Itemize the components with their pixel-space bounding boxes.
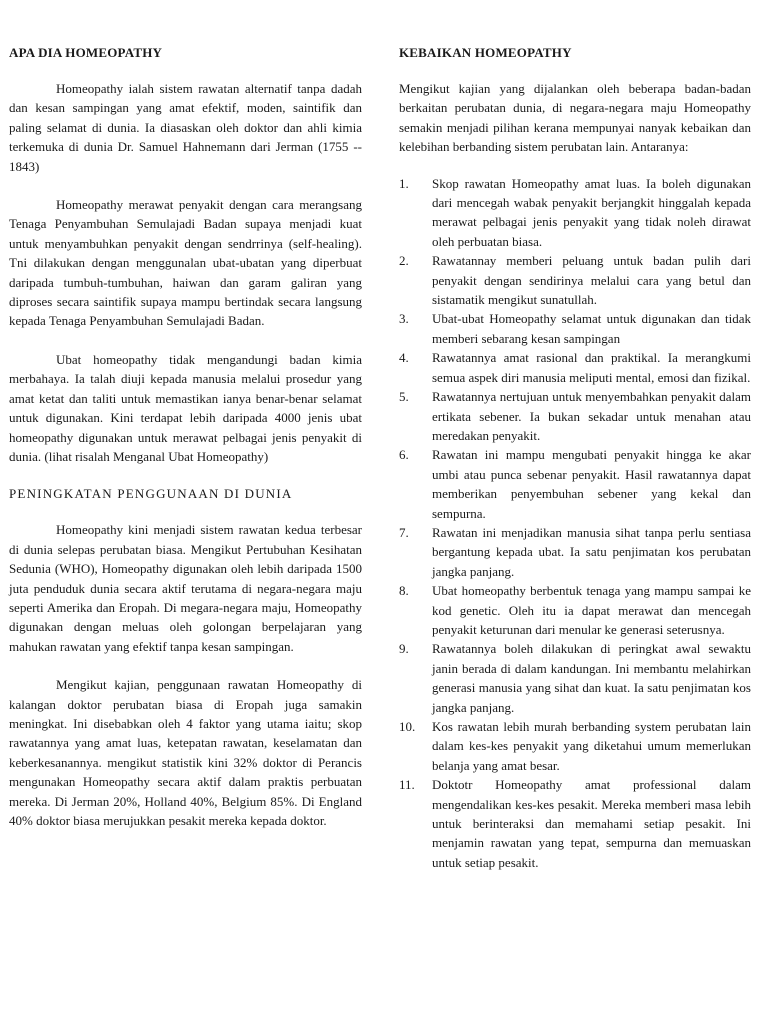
right-column <box>399 44 751 872</box>
list-item-number: 6. <box>399 447 409 463</box>
paragraph-doctor-statistics: Mengikut kajian, penggunaan rawatan Homeopathy di kalangan doktor perubatan biasa di Eropah juga samakin meningkat. Ini disebabkan oleh 4 faktor yang utama iaitu; skop rawatannya yang amat luas, ketepatan rawatan, keselamatan dan keberkesanannya. mengikut statistik kini 32% doktor di Perancis mengunakan Homeopathy secara aktif dalam praktis perbuatan mereka. Di Jerman 20%, Holland 40%, Belgium 85%. Di England 40% doktor biasa merujukkan pesakit mereka kepada doktor. <box>9 677 362 828</box>
list-item-text: Ubat-ubat Homeopathy selamat untuk digunakan dan tidak memberi sebarang kesan sampingan <box>432 311 751 346</box>
benefits-list <box>399 174 751 873</box>
list-item <box>399 523 751 581</box>
list-item <box>399 581 751 639</box>
list-item-number: 4. <box>399 350 409 366</box>
list-item-text: Ubat homeopathy berbentuk tenaga yang mampu sampai ke kod genetic. Oleh itu ia dapat merawat dan mencegah penyakit keturunan dari menular ke generasi seterusnya. <box>432 583 751 637</box>
list-item-text: Rawatan ini mampu mengubati penyakit hingga ke akar umbi atau punca sebenar penyakit. Hasil rawatannya dapat memberikan penyembuhan sebener yang kekal dan sempurna. <box>432 447 751 521</box>
list-item-number: 2. <box>399 253 409 269</box>
list-item <box>399 174 751 252</box>
list-item <box>399 639 751 717</box>
heading-apa-dia-homeopathy: APA DIA HOMEOPATHY <box>9 45 163 60</box>
list-item-number: 3. <box>399 311 409 327</box>
list-item <box>399 348 751 387</box>
list-item-text: Skop rawatan Homeopathy amat luas. Ia boleh digunakan dari mencegah wabak penyakit berjangkit hinggalah kepada merawat pelbagai jenis penyakit yang tidak noleh dirawat oleh perbuatan biasa. <box>432 175 751 249</box>
list-item-text: Kos rawatan lebih murah berbanding system perubatan lain dalam kes-kes penyakit yang diketahui umum memerlukan belanja yang amat besar. <box>432 719 751 773</box>
list-item-number: 9. <box>399 641 409 657</box>
paragraph-treatment: Homeopathy merawat penyakit dengan cara merangsang Tenaga Penyambuhan Semulajadi Badan supaya menjadi kuat untuk menyambuhkan penyakit dengan sendrrinya (self-healing). Tni dilakukan dengan menggunalan ubat-ubatan yang diperbuat daripada tumbuh-tumbuhan, haiwan dan garam galiran yang diproses secara saintifik supaya mampu bertindak secara langsung kepada Tenaga Penyambuhan Semulajadi Badan. <box>9 197 362 329</box>
list-item-number: 10. <box>399 719 416 734</box>
list-item <box>399 717 751 775</box>
list-item <box>399 445 751 523</box>
list-item <box>399 387 751 445</box>
list-item-text: Rawatannya boleh dilakukan di peringkat awal sewaktu janin berada di dalam kandungan. Ini membantu melahirkan generasi manusia yang sihat dan kuat. Ia satu penjimatan kos jangka panjang. <box>432 641 751 715</box>
list-item-text: Rawatannay memberi peluang untuk badan pulih dari penyakit dengan sendirinya melalui cara yang betul dan sistamatik mengikut sunatullah. <box>432 253 751 308</box>
list-item-text: Doktotr Homeopathy amat professional dalam mengendalikan kes-kes pesakit. Mereka memberi masa lebih untuk berinteraksi dan memahami setiap pesakit. Ini menjamin rawatan yang tepat, sempurna dan memuaskan untuk setiap pesakit. <box>432 777 751 870</box>
list-item <box>399 309 751 348</box>
paragraph-benefits-intro: Mengikut kajian yang dijalankan oleh beberapa badan-badan berkaitan perubatan dunia, di negara-negara maju Homeopathy semakin menjadi pilihan kerana mempunyai nanyak kebaikan dan kelebihan berbanding sistem perubatan lain. Antaranya: <box>399 81 751 155</box>
list-item-number: 7. <box>399 524 409 540</box>
list-item-text: Rawatannya amat rasional dan praktikal. Ia merangkumi semua aspek diri manusia meliputi mental, emosi dan fizikal. <box>432 350 751 385</box>
heading-peningkatan-penggunaan: PENINGKATAN PENGGUNAAN DI DUNIA <box>9 486 293 502</box>
list-item-text: Rawatan ini menjadikan manusia sihat tanpa perlu sentiasa bergantung kepada ubat. Ia satu penjimatan kos perubatan jangka panjang. <box>432 524 751 579</box>
list-item-number: 1. <box>399 175 409 191</box>
list-item <box>399 251 751 309</box>
heading-kebaikan-homeopathy: KEBAIKAN HOMEOPATHY <box>399 45 572 60</box>
list-item-number: 5. <box>399 389 409 405</box>
left-column <box>9 44 362 830</box>
list-item-text: Rawatannya nertujuan untuk menyembahkan penyakit dalam ertikata sebener. Ia bukan sekadar untuk menahan atau meredakan penyakit. <box>432 389 751 443</box>
paragraph-intro: Homeopathy ialah sistem rawatan alternatif tanpa dadah dan kesan sampingan yang amat efektif, moden, saintifik dan paling selamat di dunia. Ia diasaskan oleh doktor dan ahli kimia terkemuka di dunia Dr. Samuel Hahnemann dari Jerman (1755 -- 1843) <box>9 81 362 174</box>
list-item-number: 8. <box>399 583 409 599</box>
list-item-number: 11. <box>399 777 415 793</box>
list-item <box>399 775 751 872</box>
paragraph-medicine-safety: Ubat homeopathy tidak mengandungi badan kimia merbahaya. Ia talah diuji kepada manusia melalui prosedur yang amat ketat dan taliti untuk memastikan ianya benar-benar selamat untuk digunakan. Kini terdapat lebih daripada 4000 jenis ubat homeopathy digunakan untuk merawat pelbagai jenis penyakit di dunia. (lihat risalah Menganal Ubat Homeopathy) <box>9 351 362 464</box>
paragraph-world-usage: Homeopathy kini menjadi sistem rawatan kedua terbesar di dunia selepas perubatan biasa. Mengikut Pertubuhan Kesihatan Sedunia (WHO), Homeopathy digunakan oleh lebih daripada 1500 juta penduduk dunia secara aktif terutama di negara-negara maju seperti Amerika dan Eropah. Di megara-negara maju, Homeopathy digunakan dengan meluas oleh golongan berpelajaran yang mahukan rawatan yang efektif tanpa kesan sampingan. <box>9 522 362 654</box>
